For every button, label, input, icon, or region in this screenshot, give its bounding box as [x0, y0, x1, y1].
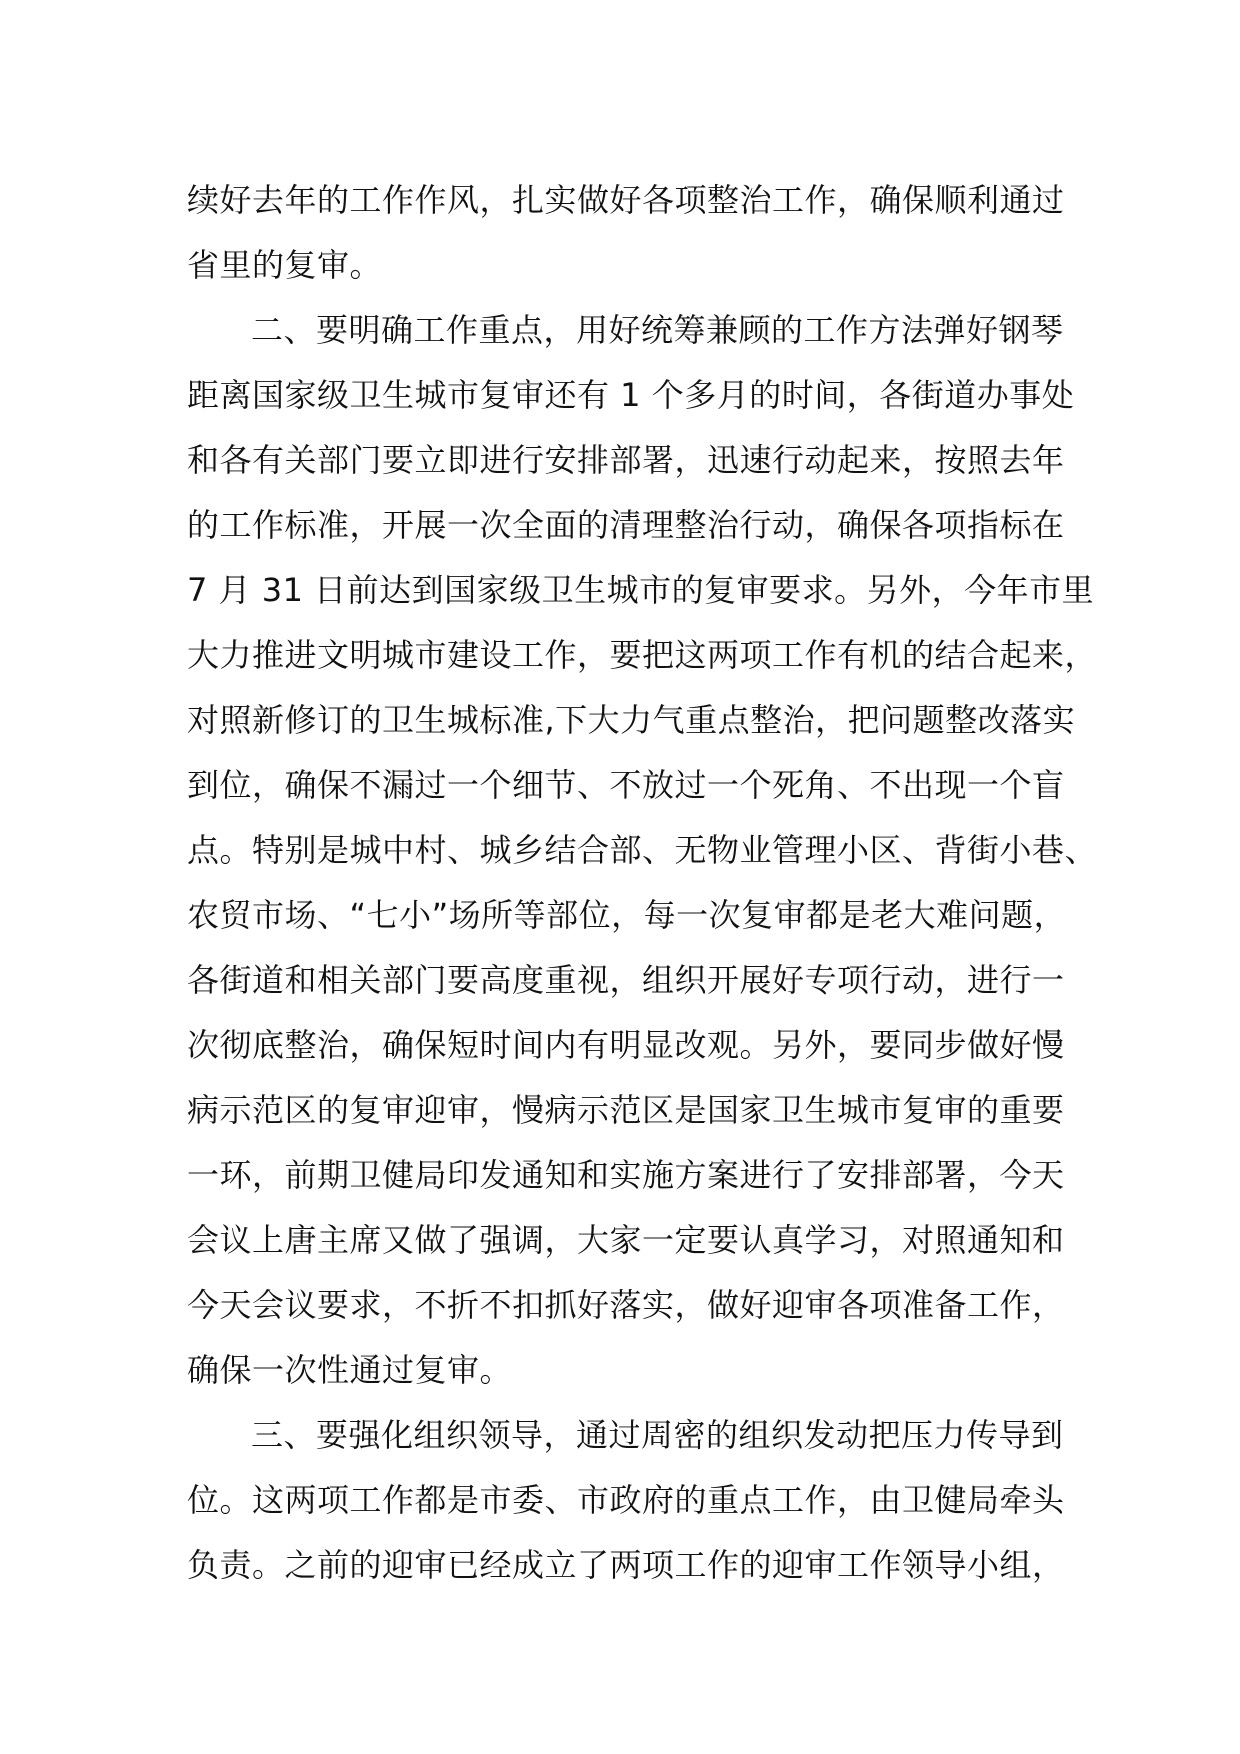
text-line: 位。这两项工作都是市委、市政府的重点工作，由卫健局牵头	[187, 1481, 1065, 1519]
text-line: 距离国家级卫生城市复审还有 1 个多月的时间，各街道办事处	[187, 376, 1075, 414]
text-line: 负责。之前的迎审已经成立了两项工作的迎审工作领导小组，	[187, 1546, 1065, 1584]
text-line: 和各有关部门要立即进行安排部署，迅速行动起来，按照去年	[187, 441, 1065, 479]
text-line: 各街道和相关部门要高度重视，组织开展好专项行动，进行一	[187, 961, 1065, 999]
section-heading-3: 三、要强化组织领导，通过周密的组织发动把压力传导到	[251, 1416, 1064, 1454]
text-line: 对照新修订的卫生城标准,下大力气重点整治，把问题整改落实	[187, 701, 1076, 739]
text-line: 省里的复审。	[187, 246, 383, 284]
text-line: 大力推进文明城市建设工作，要把这两项工作有机的结合起来，	[187, 636, 1098, 674]
text-line: 一环，前期卫健局印发通知和实施方案进行了安排部署，今天	[187, 1156, 1065, 1194]
text-line: 今天会议要求，不折不扣抓好落实，做好迎审各项准备工作，	[187, 1286, 1065, 1324]
text-line: 农贸市场、“七小”场所等部位，每一次复审都是老大难问题，	[187, 896, 1067, 934]
document-body	[187, 168, 1098, 1598]
section-heading-2: 二、要明确工作重点，用好统筹兼顾的工作方法弹好钢琴	[251, 311, 1064, 349]
text-line: 到位，确保不漏过一个细节、不放过一个死角、不出现一个盲	[187, 766, 1065, 804]
text-line: 7 月 31 日前达到国家级卫生城市的复审要求。另外，今年市里	[187, 571, 1095, 609]
text-line: 次彻底整治，确保短时间内有明显改观。另外，要同步做好慢	[187, 1026, 1065, 1064]
text-line: 续好去年的工作作风，扎实做好各项整治工作，确保顺利通过	[187, 181, 1065, 219]
text-line: 确保一次性通过复审。	[187, 1351, 513, 1389]
text-line: 会议上唐主席又做了强调，大家一定要认真学习，对照通知和	[187, 1221, 1065, 1259]
text-line: 的工作标准，开展一次全面的清理整治行动，确保各项指标在	[187, 506, 1065, 544]
text-line: 病示范区的复审迎审，慢病示范区是国家卫生城市复审的重要	[187, 1091, 1065, 1129]
text-line: 点。特别是城中村、城乡结合部、无物业管理小区、背街小巷、	[187, 831, 1098, 869]
